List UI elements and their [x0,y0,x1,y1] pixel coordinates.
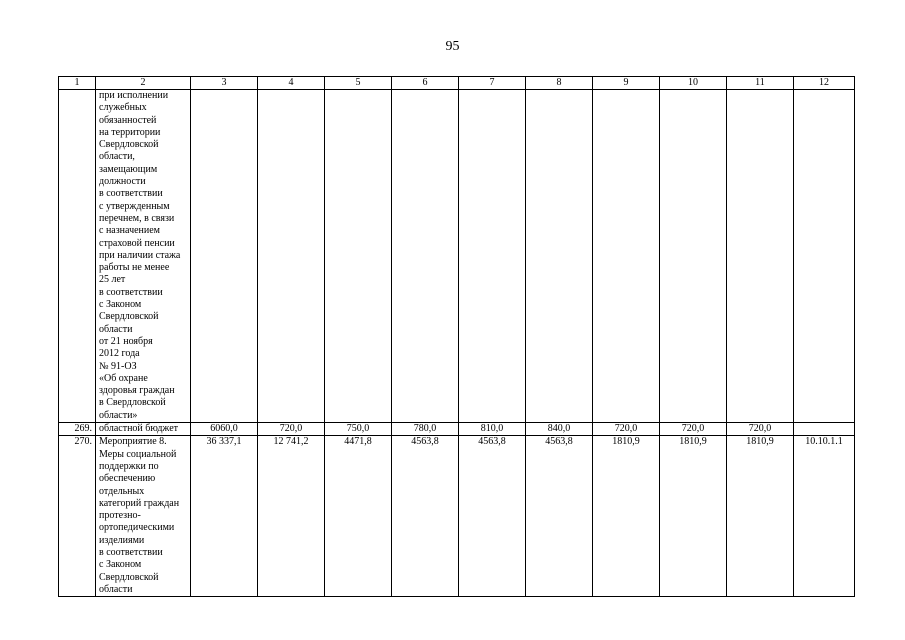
value-cell [727,90,794,423]
value-cell: 6060,0 [191,423,258,436]
value-cell: 12 741,2 [258,436,325,597]
row-description: Мероприятие 8. Меры социальной поддержки по обеспечению отдельных категорий граждан протезно- ортопедическими изделиями в соответствии с Законом Свердловской области [96,436,191,597]
value-cell: 1810,9 [727,436,794,597]
page-number: 95 [445,39,460,54]
value-cell [526,90,593,423]
column-number-cell: 1 [59,77,96,90]
column-number-cell: 2 [96,77,191,90]
row-number: 269. [59,423,96,436]
value-cell: 750,0 [325,423,392,436]
value-cell [258,90,325,423]
column-number-cell: 4 [258,77,325,90]
budget-table [58,76,855,597]
row-description: при исполнении служебных обязанностей на территории Свердловской области, замещающим должности в соответствии с утвержденным перечнем, в связи с назначением страховой пенсии при наличии стажа работы не менее 25 лет в соответствии с Законом Свердловской области от 21 ноября 2012 года № 91-ОЗ «Об охране здоровья граждан в Свердловской области» [96,90,191,423]
value-cell: 840,0 [526,423,593,436]
value-cell [191,90,258,423]
value-cell [325,90,392,423]
column-number-cell: 5 [325,77,392,90]
value-cell: 10.10.1.1 [794,436,855,597]
value-cell: 720,0 [258,423,325,436]
table-row [59,90,855,423]
value-cell: 720,0 [727,423,794,436]
row-number: 270. [59,436,96,597]
row-description: областной бюджет [96,423,191,436]
column-number-cell: 10 [660,77,727,90]
value-cell [593,90,660,423]
column-number-cell: 9 [593,77,660,90]
table-row [59,423,855,436]
value-cell: 4471,8 [325,436,392,597]
column-number-cell: 3 [191,77,258,90]
value-cell: 4563,8 [459,436,526,597]
column-number-row [59,77,855,90]
column-number-cell: 6 [392,77,459,90]
column-number-cell: 11 [727,77,794,90]
value-cell: 1810,9 [593,436,660,597]
value-cell: 720,0 [593,423,660,436]
value-cell: 780,0 [392,423,459,436]
value-cell [459,90,526,423]
value-cell: 4563,8 [526,436,593,597]
row-number [59,90,96,423]
value-cell [660,90,727,423]
column-number-cell: 8 [526,77,593,90]
value-cell: 4563,8 [392,436,459,597]
value-cell: 810,0 [459,423,526,436]
value-cell: 36 337,1 [191,436,258,597]
value-cell: 1810,9 [660,436,727,597]
value-cell [392,90,459,423]
value-cell [794,90,855,423]
value-cell: 720,0 [660,423,727,436]
column-number-cell: 12 [794,77,855,90]
value-cell [794,423,855,436]
column-number-cell: 7 [459,77,526,90]
table-row [59,436,855,597]
